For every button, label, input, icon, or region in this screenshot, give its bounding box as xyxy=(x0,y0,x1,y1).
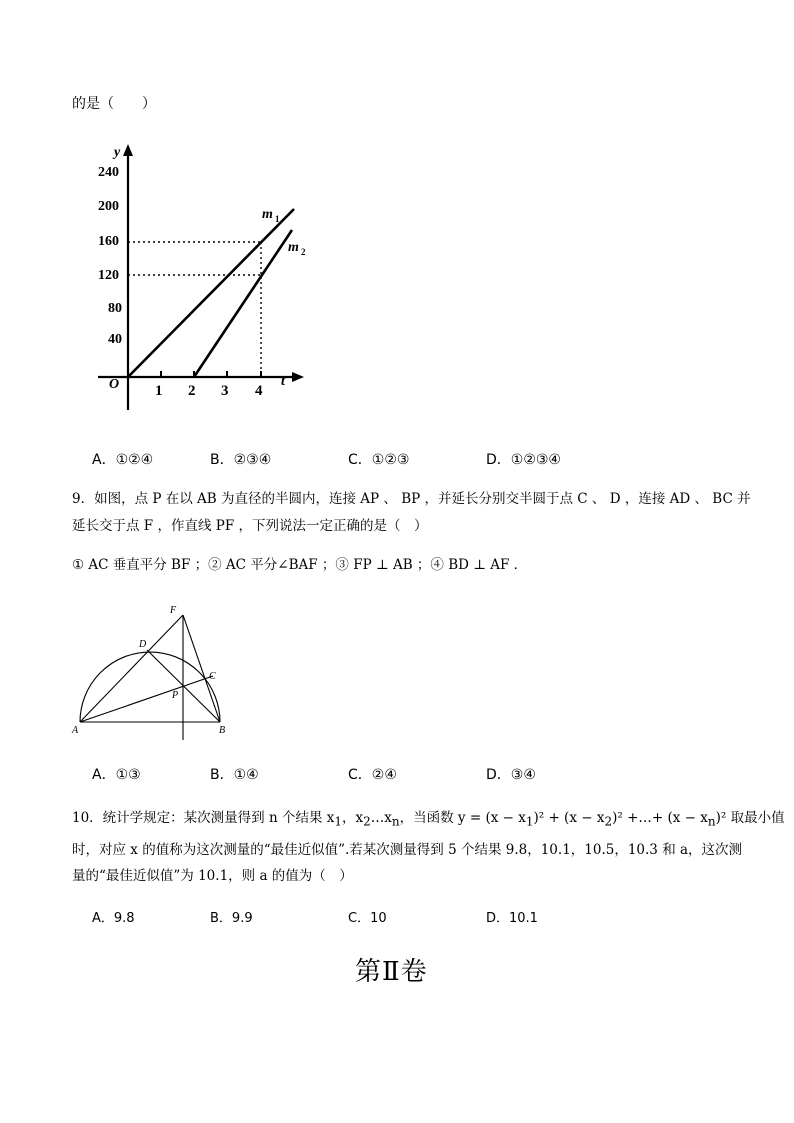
q8-line-graph xyxy=(90,140,320,415)
q10-sub-1b: 1 xyxy=(525,814,534,829)
q10-sub-1: 1 xyxy=(334,814,343,829)
label-c: C xyxy=(209,671,216,682)
q10-option-d[interactable]: D．10.1 xyxy=(486,911,538,926)
q9-statements: ① AC 垂直平分 BF ；② AC 平分∠BAF ；③ FP ⊥ AB ；④ BD ⊥ AF ． xyxy=(72,557,528,573)
y-tick-label: 240 xyxy=(98,165,119,180)
y-tick-label: 40 xyxy=(108,332,122,347)
q10-text-d: ，当函数 y = (x − x xyxy=(399,810,526,826)
section-title: 第Ⅱ卷 xyxy=(355,957,428,987)
q9-option-c[interactable]: C．②④ xyxy=(348,767,397,783)
line-bcf xyxy=(183,615,220,722)
q10-text-e: )² + (x − x xyxy=(533,810,605,826)
y-tick-label: 200 xyxy=(98,199,119,214)
q9-stem-line2: 延长交于点 F ，作直线 PF ，下列说法一定正确的是（ ） xyxy=(72,518,428,534)
q10-sub-nb: n xyxy=(707,814,716,829)
label-a: A xyxy=(72,725,79,736)
y-axis-arrow xyxy=(123,144,133,156)
y-tick-label: 80 xyxy=(108,301,122,316)
q9-option-d[interactable]: D．③④ xyxy=(486,767,536,783)
m2-subscript: 2 xyxy=(301,247,306,257)
line-apc xyxy=(80,676,213,722)
m1-subscript: 1 xyxy=(275,214,280,224)
q8-option-b[interactable]: B．②③④ xyxy=(210,452,272,468)
q10-stem-line3: 量的“最佳近似值”为 10.1，则 a 的值为（ ） xyxy=(72,868,353,884)
line-adf xyxy=(80,615,183,722)
label-b: B xyxy=(219,725,226,736)
q10-stem-line1 xyxy=(72,808,785,832)
q9-option-b[interactable]: B．①④ xyxy=(210,767,259,783)
q10-sub-n: n xyxy=(391,814,400,829)
q10-sub-2: 2 xyxy=(363,814,371,829)
q8-option-a[interactable]: A．①②④ xyxy=(92,452,154,468)
origin-label: O xyxy=(109,377,120,392)
m1-label: m xyxy=(262,207,273,222)
q9-stem-line1: 9．如图，点 P 在以 AB 为直径的半圆内，连接 AP 、 BP ，并延长分别交半圆于点 C 、 D ，连接 AD 、 BC 并 xyxy=(72,491,751,507)
q10-text-g: )² 取最小值 xyxy=(715,810,785,826)
q10-text-b: ，x xyxy=(342,810,364,826)
q10-text-a: 10．统计学规定：某次测量得到 n 个结果 x xyxy=(72,810,335,826)
q10-option-a[interactable]: A．9.8 xyxy=(92,911,135,926)
label-p: P xyxy=(172,690,179,701)
x-tick-label: 1 xyxy=(155,383,163,399)
q10-option-b[interactable]: B．9.9 xyxy=(210,911,253,926)
q10-text-c: …x xyxy=(370,810,392,826)
x-axis-label: t xyxy=(281,374,285,389)
x-tick-label: 2 xyxy=(188,383,196,399)
q10-option-c[interactable]: C．10 xyxy=(348,911,387,926)
label-d: D xyxy=(139,639,147,650)
x-axis-arrow xyxy=(292,372,304,382)
q8-tail-text: 的是（ ） xyxy=(72,96,156,112)
q8-option-c[interactable]: C．①②③ xyxy=(348,452,410,468)
line-m2 xyxy=(194,230,292,377)
x-tick-label: 4 xyxy=(255,383,263,399)
q10-text-f: )² +…+ (x − x xyxy=(612,810,708,826)
x-tick-label: 3 xyxy=(221,383,229,399)
q9-option-a[interactable]: A．①③ xyxy=(92,767,141,783)
y-axis-label: y xyxy=(114,145,121,160)
q8-option-d[interactable]: D．①②③④ xyxy=(486,452,561,468)
q9-semicircle-figure xyxy=(70,600,240,740)
q10-stem-line2: 时，对应 x 的值称为这次测量的“最佳近似值”.若某次测量得到 5 个结果 9.8，10.1，10.5，10.3 和 a，这次测 xyxy=(72,842,743,858)
m2-label: m xyxy=(288,240,299,255)
y-tick-label: 160 xyxy=(98,234,119,249)
label-f: F xyxy=(170,605,177,616)
y-tick-label: 120 xyxy=(98,268,119,283)
q10-sub-2b: 2 xyxy=(604,814,613,829)
